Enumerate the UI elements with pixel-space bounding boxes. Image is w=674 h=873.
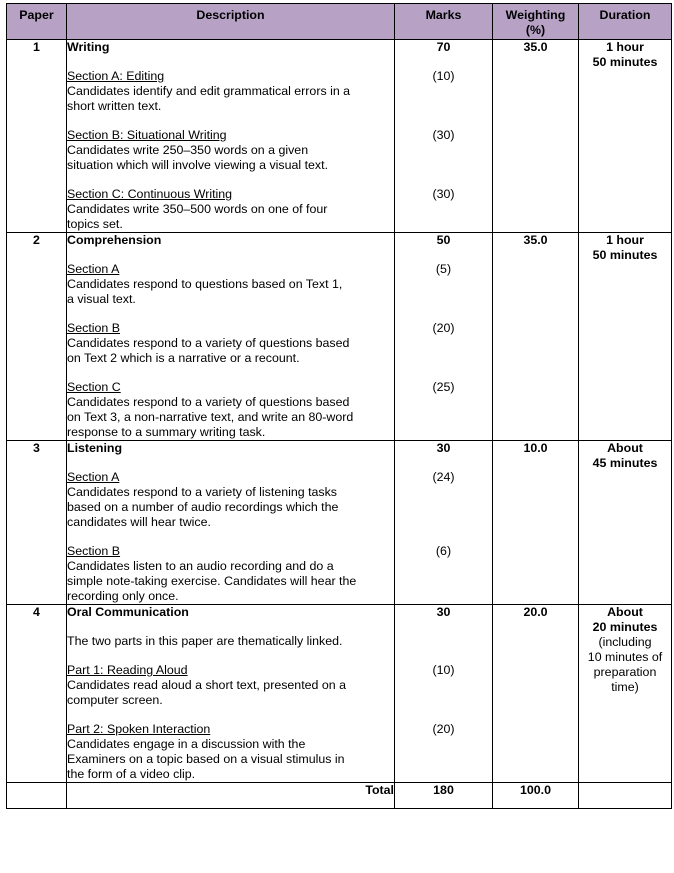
section-description-line: Examiners on a topic based on a visual stimulus in: [67, 752, 345, 766]
section-marks: (20): [432, 722, 455, 736]
section-title: Part 2: Spoken Interaction: [67, 722, 211, 736]
total-weighting: 100.0: [493, 783, 579, 809]
total-marks: 180: [395, 783, 493, 809]
paper-marks: [395, 605, 493, 783]
section-block: [67, 262, 394, 307]
section-description-line: Candidates respond to a variety of listening tasks: [67, 485, 337, 499]
header-row: [7, 4, 672, 40]
paper-duration: [579, 441, 672, 605]
section-description-line: on Text 2 which is a narrative or a recount.: [67, 351, 300, 365]
section-marks: (10): [432, 69, 455, 83]
paper-title: Listening: [67, 441, 123, 455]
duration-line: 1 hour: [606, 40, 644, 54]
section-description-line: short written text.: [67, 99, 162, 113]
section-description-line: Candidates respond to a variety of questions based: [67, 395, 350, 409]
section-description-line: situation which will involve viewing a visual text.: [67, 158, 329, 172]
duration-note-line: 10 minutes of: [587, 650, 663, 664]
section-marks-block: [395, 722, 492, 782]
total-row: [7, 783, 672, 809]
section-title: Section C: [67, 380, 121, 394]
paper-marks: [395, 233, 493, 441]
paper-row-3: [7, 441, 672, 605]
paper-duration: [579, 605, 672, 783]
paper-intro-text: The two parts in this paper are thematically linked.: [67, 634, 343, 648]
section-block: [67, 544, 394, 604]
section-title: Section A: [67, 470, 120, 484]
paper-number: 4: [7, 605, 67, 783]
header-weighting-line1: Weighting: [505, 8, 566, 22]
section-description-line: Candidates identify and edit grammatical errors in a: [67, 84, 351, 98]
section-block: [67, 128, 394, 173]
section-block: [67, 321, 394, 366]
section-description-line: Candidates listen to an audio recording and do a: [67, 559, 334, 573]
paper-intro: [67, 634, 394, 649]
paper-description: [67, 233, 395, 441]
section-marks-block: [395, 470, 492, 530]
section-marks: (20): [432, 321, 455, 335]
header-weighting: [493, 4, 579, 40]
section-marks: (24): [432, 470, 455, 484]
paper-description: [67, 441, 395, 605]
paper-total-marks: 30: [436, 441, 451, 455]
section-title: Section C: Continuous Writing: [67, 187, 233, 201]
section-description-line: Candidates write 350–500 words on one of four: [67, 202, 328, 216]
duration-note-line: preparation: [593, 665, 657, 679]
section-description-line: simple note-taking exercise. Candidates will hear the: [67, 574, 357, 588]
section-description-line: candidates will hear twice.: [67, 515, 211, 529]
section-title: Section B: [67, 321, 121, 335]
header-marks: Marks: [395, 4, 493, 40]
paper-weighting: 35.0: [493, 233, 579, 441]
section-block: [67, 663, 394, 708]
paper-total-marks: 70: [436, 40, 451, 54]
paper-title: Oral Communication: [67, 605, 189, 619]
header-description: Description: [67, 4, 395, 40]
section-description-line: Candidates respond to questions based on Text 1,: [67, 277, 343, 291]
section-description-line: computer screen.: [67, 693, 163, 707]
header-paper: Paper: [7, 4, 67, 40]
section-marks-block: [395, 380, 492, 440]
paper-total-marks: 50: [436, 233, 451, 247]
paper-duration: [579, 233, 672, 441]
paper-number: 2: [7, 233, 67, 441]
section-marks-block: [395, 262, 492, 307]
section-description-line: Candidates write 250–350 words on a given: [67, 143, 309, 157]
section-block: [67, 380, 394, 440]
section-block: [67, 470, 394, 530]
paper-total-marks: 30: [436, 605, 451, 619]
section-marks-block: [395, 187, 492, 232]
section-block: [67, 69, 394, 114]
paper-description: [67, 605, 395, 783]
section-description-line: based on a number of audio recordings which the: [67, 500, 339, 514]
section-title: Section A: Editing: [67, 69, 165, 83]
paper-weighting: 35.0: [493, 40, 579, 233]
paper-weighting: 10.0: [493, 441, 579, 605]
section-description-line: response to a summary writing task.: [67, 425, 266, 439]
section-marks: (30): [432, 128, 455, 142]
duration-line: About: [607, 441, 643, 455]
paper-row-2: [7, 233, 672, 441]
duration-line: About: [607, 605, 643, 619]
section-description-line: the form of a video clip.: [67, 767, 196, 781]
total-empty-cell: [7, 783, 67, 809]
paper-number: 3: [7, 441, 67, 605]
paper-row-1: [7, 40, 672, 233]
duration-line: 50 minutes: [592, 248, 658, 262]
section-marks-block: [395, 544, 492, 604]
total-duration-empty: [579, 783, 672, 809]
section-marks-block: [395, 69, 492, 114]
section-marks-block: [395, 128, 492, 173]
duration-note-line: (including: [598, 635, 652, 649]
section-block: [67, 722, 394, 782]
header-duration: Duration: [579, 4, 672, 40]
header-weighting-line2: (%): [525, 23, 546, 37]
paper-description: [67, 40, 395, 233]
section-marks-block: [395, 663, 492, 708]
section-marks: (25): [432, 380, 455, 394]
section-description-line: topics set.: [67, 217, 123, 231]
section-block: [67, 187, 394, 232]
section-description-line: a visual text.: [67, 292, 136, 306]
section-description-line: on Text 3, a non-narrative text, and write an 80-word: [67, 410, 354, 424]
duration-line: 20 minutes: [592, 620, 658, 634]
duration-line: 1 hour: [606, 233, 644, 247]
paper-marks: [395, 441, 493, 605]
section-title: Section B: Situational Writing: [67, 128, 227, 142]
section-marks: (30): [432, 187, 455, 201]
exam-structure-table: [6, 3, 672, 809]
paper-duration: [579, 40, 672, 233]
paper-title: Comprehension: [67, 233, 162, 247]
paper-marks: [395, 40, 493, 233]
paper-number: 1: [7, 40, 67, 233]
duration-line: 50 minutes: [592, 55, 658, 69]
section-marks: (5): [435, 262, 452, 276]
duration-note-line: time): [611, 680, 639, 694]
section-title: Part 1: Reading Aloud: [67, 663, 188, 677]
section-marks: (6): [435, 544, 452, 558]
paper-weighting: 20.0: [493, 605, 579, 783]
section-description-line: Candidates engage in a discussion with the: [67, 737, 306, 751]
section-marks: (10): [432, 663, 455, 677]
section-marks-block: [395, 321, 492, 366]
section-description-line: recording only once.: [67, 589, 179, 603]
section-title: Section A: [67, 262, 120, 276]
section-description-line: Candidates respond to a variety of questions based: [67, 336, 350, 350]
section-title: Section B: [67, 544, 121, 558]
total-label: Total: [67, 783, 395, 809]
paper-row-4: [7, 605, 672, 783]
section-description-line: Candidates read aloud a short text, presented on a: [67, 678, 346, 692]
duration-line: 45 minutes: [592, 456, 658, 470]
paper-title: Writing: [67, 40, 110, 54]
